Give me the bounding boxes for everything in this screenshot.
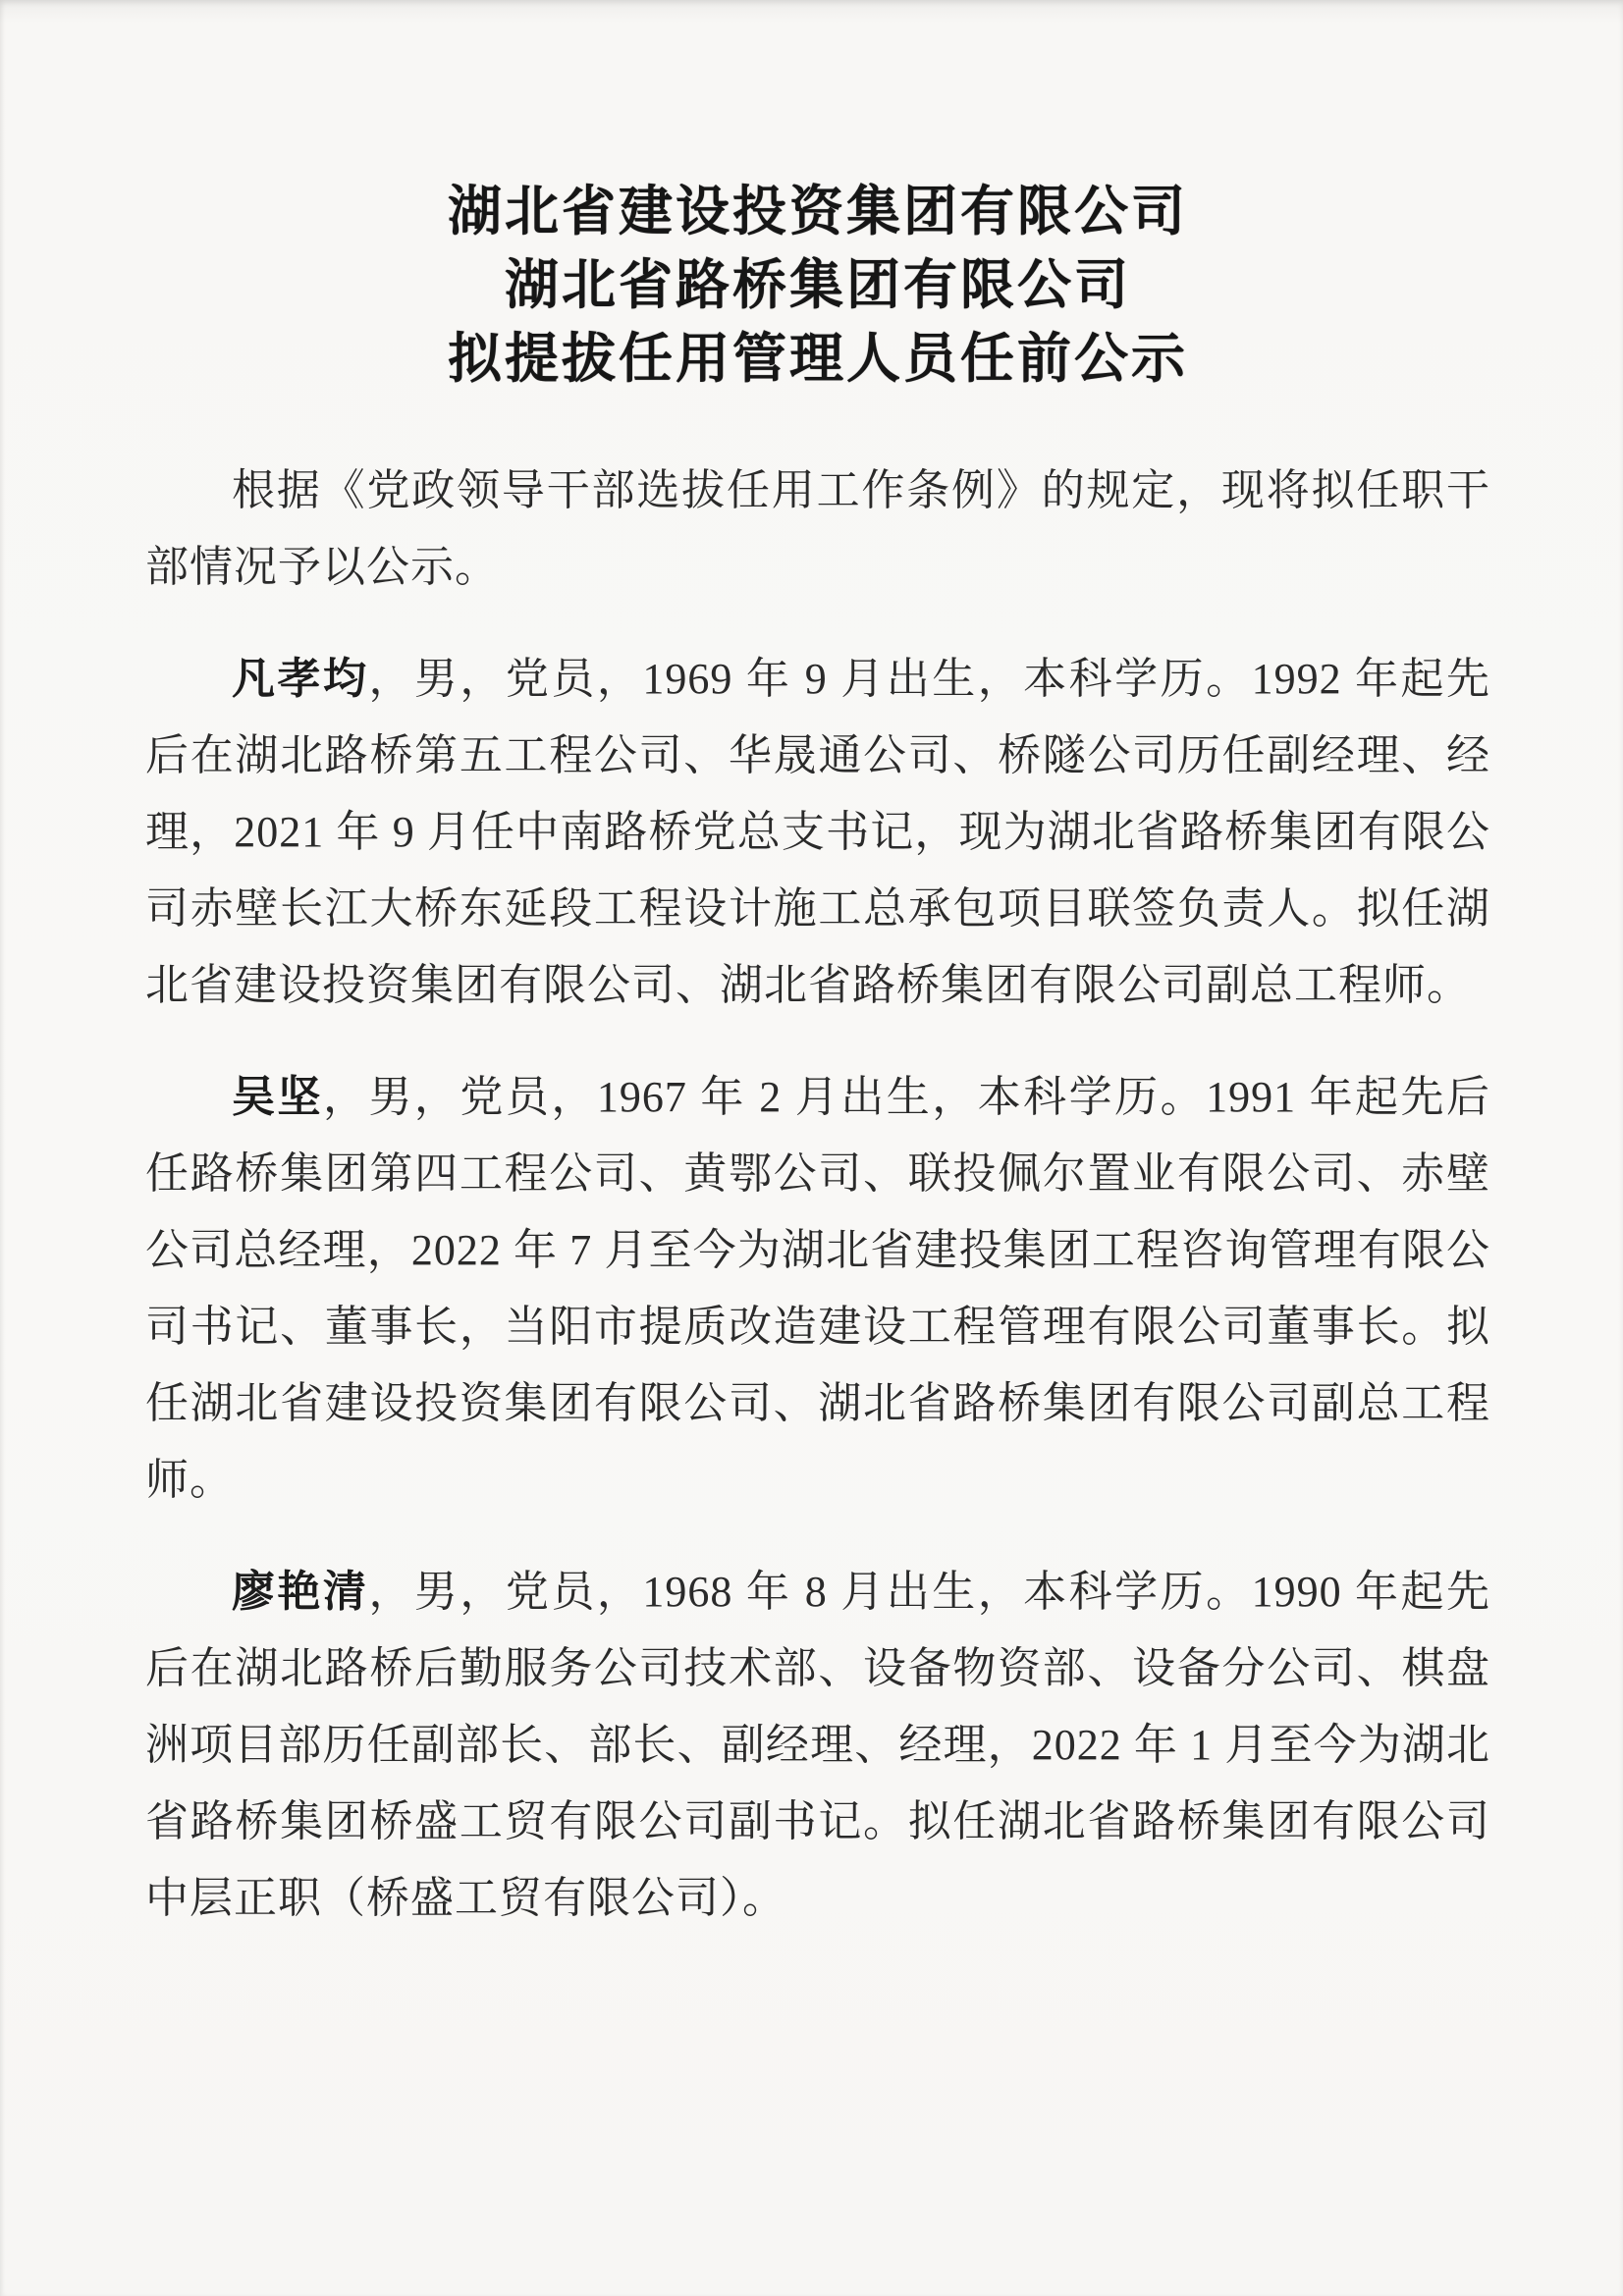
person-name-2: 吴坚 — [232, 1073, 323, 1121]
person-name-1: 凡孝均 — [232, 655, 369, 703]
intro-paragraph: 根据《党政领导干部选拔任用工作条例》的规定，现将拟任职干部情况予以公示。 — [145, 466, 1490, 591]
person-bio-1: ，男，党员，1969 年 9 月出生，本科学历。1992 年起先后在湖北路桥第五工程公司、华晟通公司、桥隧公司历任副经理、经理，2021 年 9 月任中南路桥党总支书记，现为湖北省路桥集团有限公司赤壁长江大桥东延段工程设计施工总承包项目联签负责人。拟任湖北省建设投资集团有限公司、湖北省路桥集团有限公司副总工程师。 — [145, 655, 1491, 1009]
document-body — [145, 453, 1490, 1937]
person-paragraph-1 — [145, 641, 1490, 1024]
title-line-3: 拟提拔任用管理人员任前公示 — [447, 329, 1188, 389]
person-paragraph-3 — [145, 1554, 1490, 1937]
person-bio-2: ，男，党员，1967 年 2 月出生，本科学历。1991 年起先后任路桥集团第四工程公司、黄鄂公司、联投佩尔置业有限公司、赤壁公司总经理，2022 年 7 月至今为湖北省建投集团工程咨询管理有限公司书记、董事长，当阳市提质改造建设工程管理有限公司董事长。拟任湖北省建设投资集团有限公司、湖北省路桥集团有限公司副总工程师。 — [145, 1073, 1491, 1504]
person-name-3: 廖艳清 — [232, 1568, 369, 1616]
document-title — [145, 175, 1490, 396]
title-line-1: 湖北省建设投资集团有限公司 — [447, 182, 1188, 241]
person-bio-3: ，男，党员，1968 年 8 月出生，本科学历。1990 年起先后在湖北路桥后勤服务公司技术部、设备物资部、设备分公司、棋盘洲项目部历任副部长、部长、副经理、经理，2022 年 1 月至今为湖北省路桥集团桥盛工贸有限公司副书记。拟任湖北省路桥集团有限公司中层正职（桥盛工贸有限公司）。 — [145, 1568, 1491, 1922]
person-paragraph-2 — [145, 1059, 1490, 1519]
title-line-2: 湖北省路桥集团有限公司 — [504, 255, 1131, 315]
